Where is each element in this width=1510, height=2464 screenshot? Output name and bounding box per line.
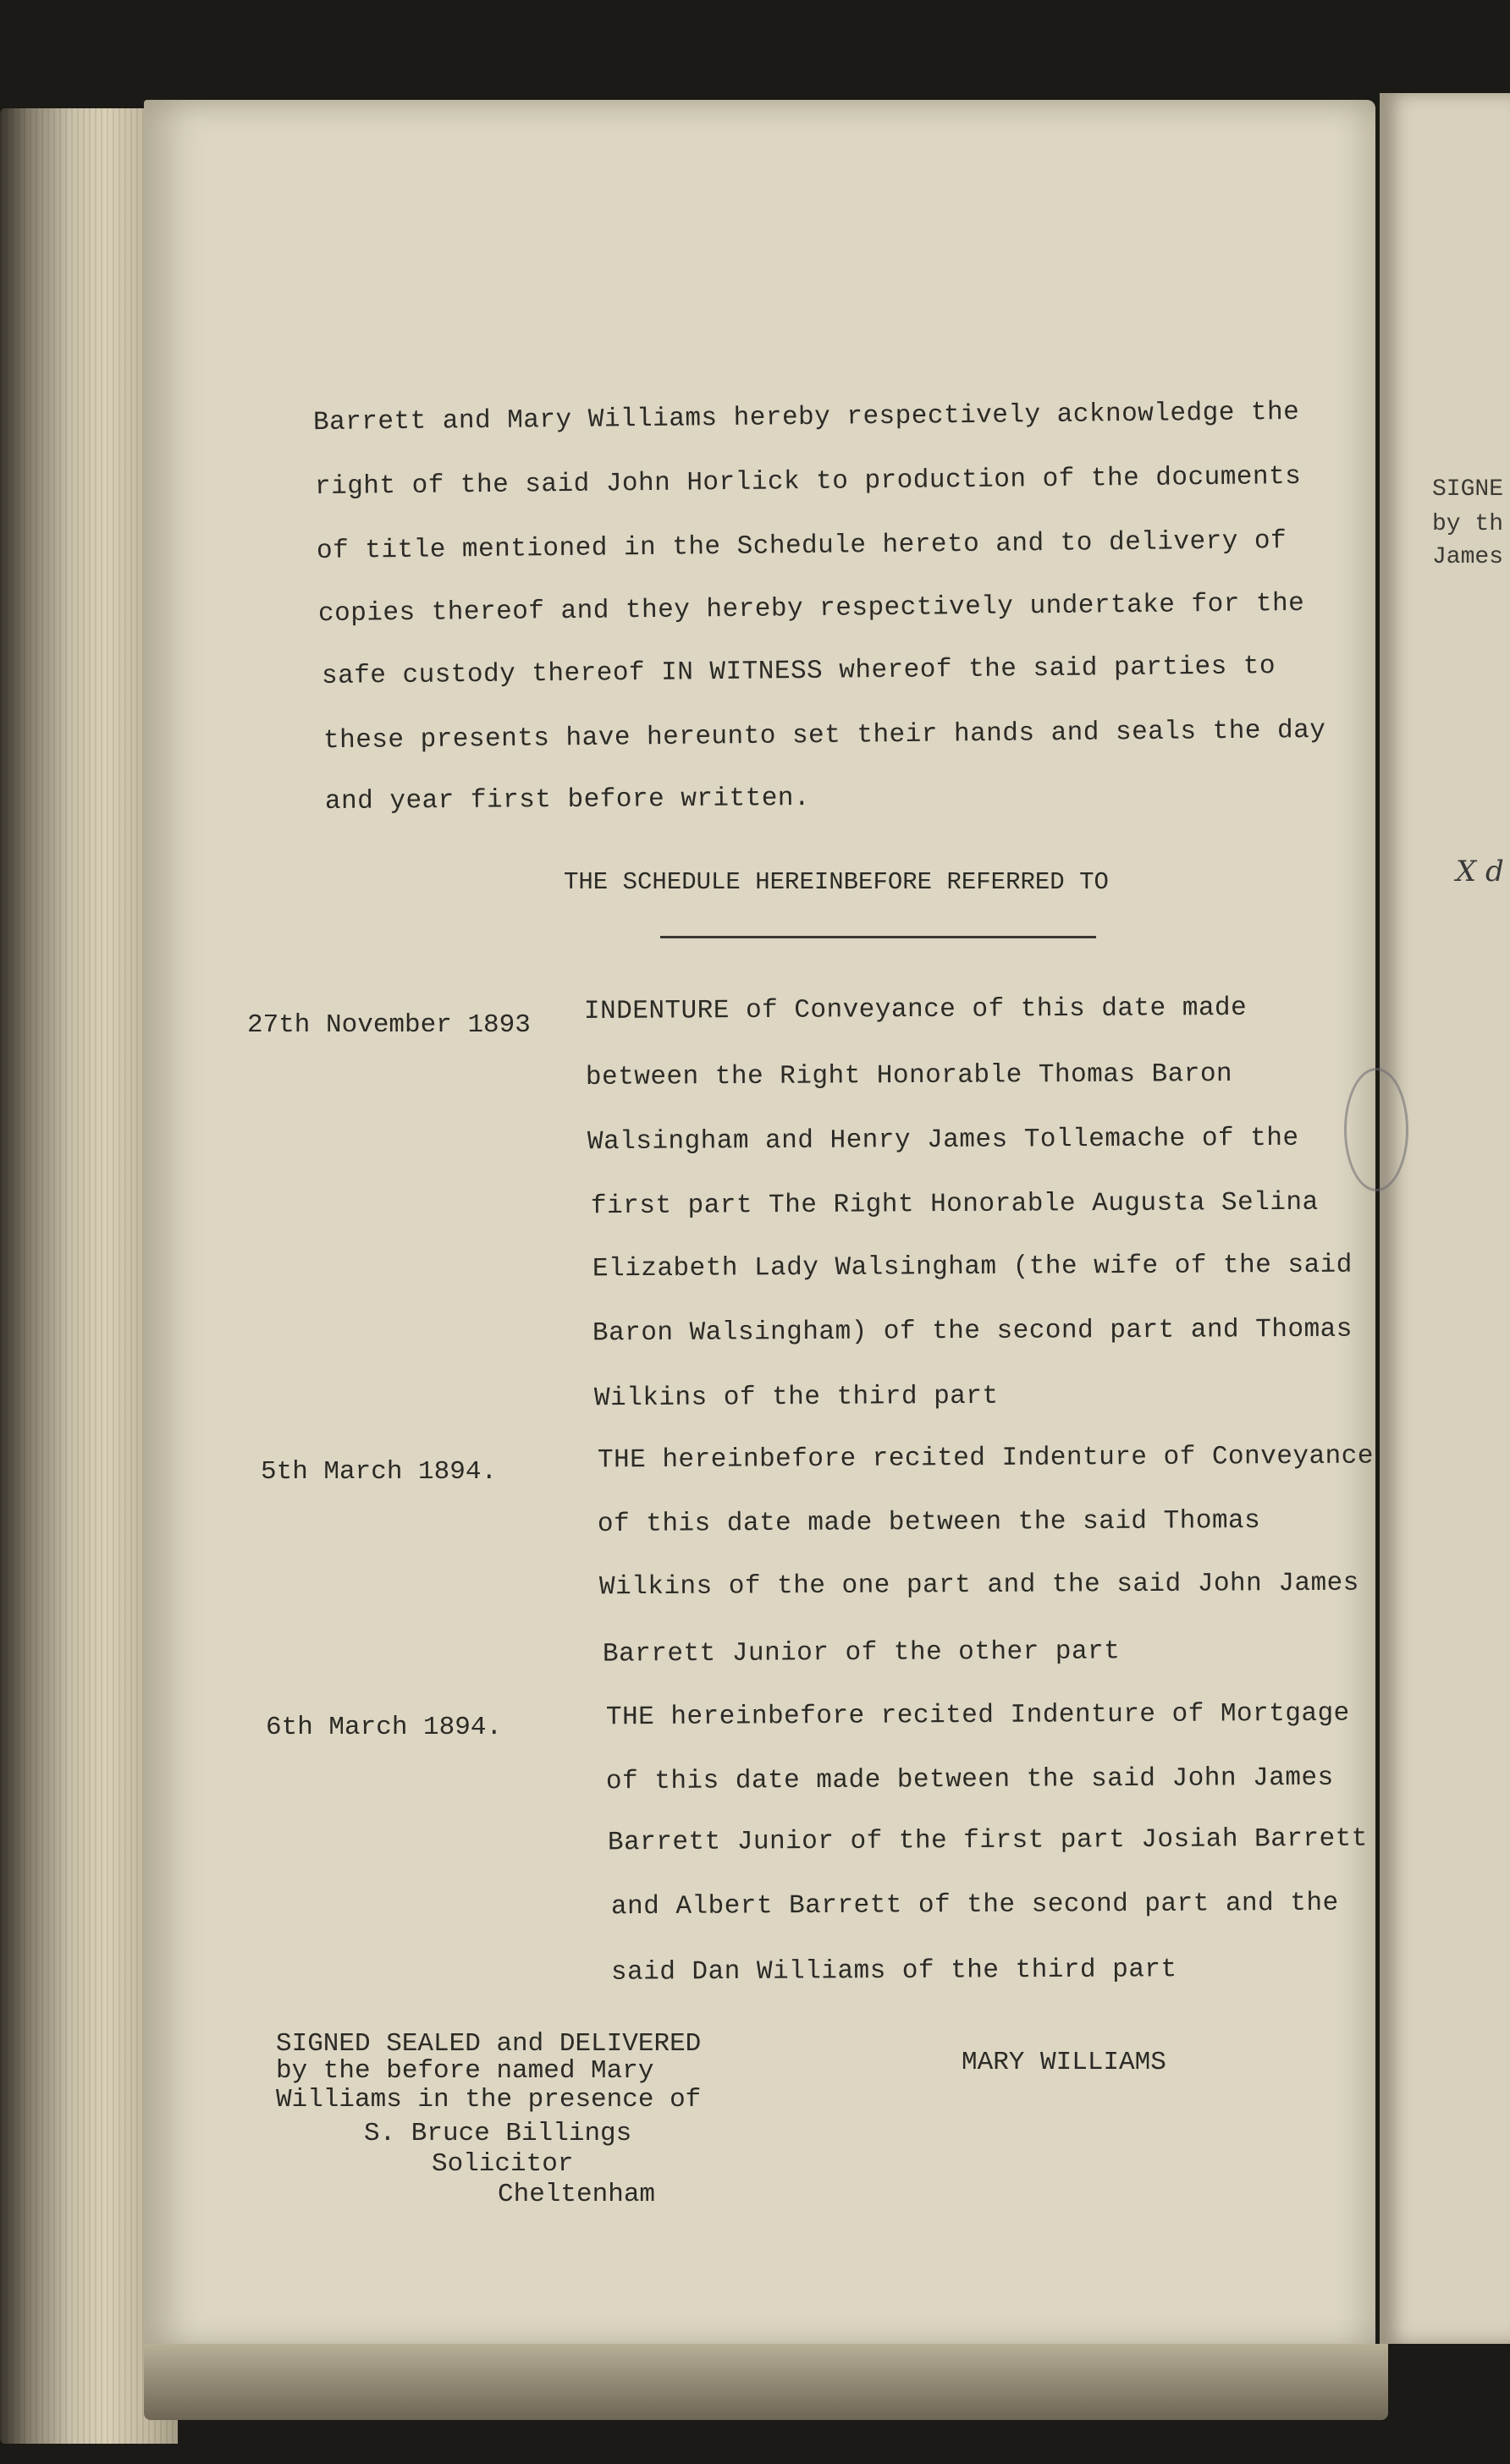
schedule-line: Barrett Junior of the other part bbox=[602, 1636, 1121, 1669]
attestation-line: SIGNED SEALED and DELIVERED bbox=[276, 2029, 702, 2059]
body-line: safe custody thereof IN WITNESS whereof the said parties to bbox=[321, 652, 1276, 691]
schedule-line: and Albert Barrett of the second part and the bbox=[610, 1888, 1339, 1922]
schedule-line: THE hereinbefore recited Indenture of Conveyance bbox=[597, 1441, 1375, 1476]
witness-place: Cheltenham bbox=[498, 2180, 656, 2209]
document-page bbox=[144, 100, 1375, 2351]
heading-underline bbox=[660, 936, 1096, 938]
body-line: copies thereof and they hereby respectively undertake for the bbox=[317, 588, 1305, 630]
schedule-line: of this date made between the said Thomas bbox=[597, 1505, 1261, 1540]
schedule-line: said Dan Williams of the third part bbox=[610, 1955, 1177, 1988]
schedule-line: INDENTURE of Conveyance of this date made bbox=[583, 993, 1248, 1027]
body-line: these presents have hereunto set their hands and seals the day bbox=[322, 715, 1326, 756]
facing-page-line: James bbox=[1432, 544, 1504, 570]
facing-page-line: SIGNE bbox=[1432, 476, 1504, 503]
schedule-line: THE hereinbefore recited Indenture of Mortgage bbox=[605, 1698, 1350, 1733]
body-line: right of the said John Horlick to production of the documents bbox=[314, 461, 1302, 503]
schedule-date: 5th March 1894. bbox=[261, 1457, 498, 1487]
schedule-line: Wilkins of the third part bbox=[593, 1381, 999, 1414]
facing-page bbox=[1380, 93, 1510, 2344]
page-bottom-edge bbox=[144, 2344, 1388, 2420]
schedule-line: between the Right Honorable Thomas Baron bbox=[585, 1059, 1233, 1093]
witness-name: S. Bruce Billings bbox=[364, 2119, 632, 2148]
schedule-line: Wilkins of the one part and the said John James bbox=[598, 1568, 1359, 1603]
facing-page-mark: X d bbox=[1456, 855, 1504, 888]
body-line: Barrett and Mary Williams hereby respectively acknowledge the bbox=[312, 397, 1300, 438]
body-line: and year first before written. bbox=[324, 783, 811, 817]
schedule-date: 6th March 1894. bbox=[266, 1713, 503, 1742]
schedule-line: Walsingham and Henry James Tollemache of the bbox=[587, 1123, 1299, 1158]
schedule-date: 27th November 1893 bbox=[247, 1010, 531, 1040]
attestation-line: Williams in the presence of bbox=[276, 2085, 702, 2115]
schedule-line: of this date made between the said John James bbox=[605, 1763, 1334, 1797]
signatory-name: MARY WILLIAMS bbox=[962, 2048, 1166, 2077]
facing-page-line: by th bbox=[1432, 511, 1504, 537]
attestation-line: by the before named Mary bbox=[276, 2056, 654, 2086]
witness-title: Solicitor bbox=[432, 2149, 574, 2179]
body-line: of title mentioned in the Schedule hereto and to delivery of bbox=[316, 525, 1287, 567]
schedule-line: first part The Right Honorable Augusta Selina bbox=[590, 1187, 1319, 1222]
schedule-line: Elizabeth Lady Walsingham (the wife of the said bbox=[592, 1250, 1353, 1284]
schedule-heading: THE SCHEDULE HEREINBEFORE REFERRED TO bbox=[564, 868, 1109, 896]
schedule-line: Baron Walsingham) of the second part and Thomas bbox=[592, 1314, 1353, 1349]
schedule-line: Barrett Junior of the first part Josiah Barrett bbox=[607, 1823, 1368, 1858]
stamp-mark bbox=[1344, 1068, 1408, 1191]
